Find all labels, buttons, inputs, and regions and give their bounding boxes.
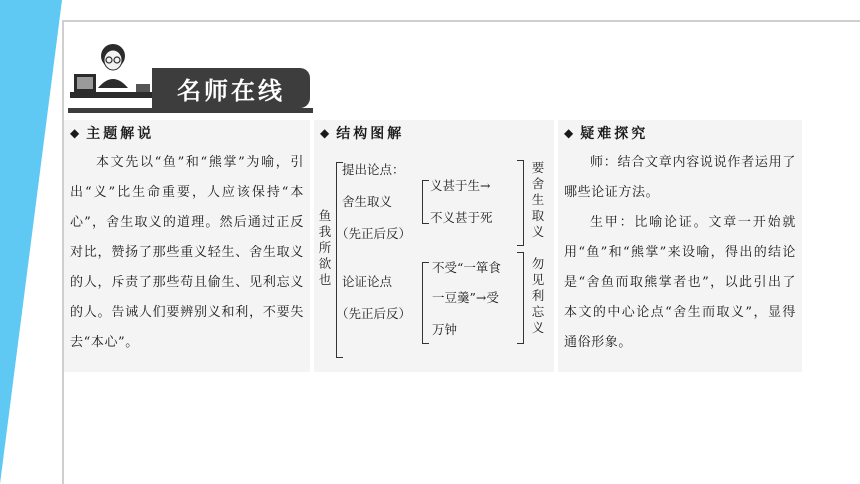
banner-title: 名师在线 [152, 68, 310, 108]
discussion-title-text: 疑难探究 [580, 126, 649, 142]
theme-title-text: 主题解说 [86, 126, 155, 142]
structure-title-text: 结构图解 [336, 126, 405, 142]
diagram-root: 鱼我所欲也 [318, 208, 332, 287]
leaf-refuse-food: 不受“一箪食 [432, 260, 501, 275]
result-no-greed: 勿见利忘义 [531, 256, 545, 335]
diamond-bullet-icon: ◆ [70, 126, 83, 140]
diamond-bullet-icon: ◆ [564, 126, 577, 140]
arrow-right-icon: → [480, 178, 491, 193]
discussion-title [558, 120, 802, 146]
structure-section [314, 120, 554, 372]
result-sacrifice: 要舍生取义 [531, 160, 545, 239]
frame-top-line [62, 20, 860, 22]
leaf-wanzhong: 万钟 [432, 322, 458, 337]
left-accent-band [0, 0, 62, 484]
node-thesis: 提出论点： [342, 162, 405, 177]
arrow-right-icon: → [475, 290, 487, 305]
diamond-bullet-icon: ◆ [320, 126, 333, 140]
teacher-computer-icon [68, 40, 158, 110]
theme-title [64, 120, 310, 146]
banner-underline [68, 108, 313, 113]
brace-thesis [422, 180, 429, 224]
node-thesis-content: 舍生取义 [342, 194, 393, 209]
discussion-student: 生甲：比喻论证。文章一开始就用“鱼”和“熊掌”来设喻，得出的结论是“舍鱼而取熊掌者也”，以此引出了本文的中心论点“舍生而取义”，显得通俗形象。 [564, 215, 796, 350]
node-thesis-order: （先正后反） [336, 226, 412, 241]
discussion-section [558, 120, 802, 372]
brace-result-1 [517, 160, 524, 246]
theme-text: 本文先以“鱼”和“熊掌”为喻，引出“义”比生命重要，人应该保持“本心”，舍生取义的道理。然后通过正反对比，赞扬了那些重义轻生、舍生取义的人，斥责了那些苟且偷生、见利忘义的人。告诫人们要辨别义和利，不要失去“本心”。 [70, 155, 304, 350]
leaf-no-yi-over-death: 不义甚于死 [430, 210, 493, 225]
leaf-accept-text: 受 [486, 290, 499, 305]
leaf-bean-soup-text: 一豆羹” [432, 290, 476, 305]
node-argument-order: （先正后反） [336, 306, 412, 321]
discussion-teacher: 师：结合文章内容说说作者运用了哪些论证方法。 [564, 155, 796, 200]
structure-diagram [314, 120, 554, 372]
leaf-bean-soup [432, 288, 499, 306]
leaf-yi-over-life-text: 义甚于生 [430, 178, 481, 193]
brace-result-2 [517, 252, 524, 344]
theme-section [64, 120, 310, 372]
brace-argument [422, 262, 429, 344]
leaf-yi-over-life [430, 176, 491, 194]
node-argument: 论证论点 [342, 274, 393, 289]
